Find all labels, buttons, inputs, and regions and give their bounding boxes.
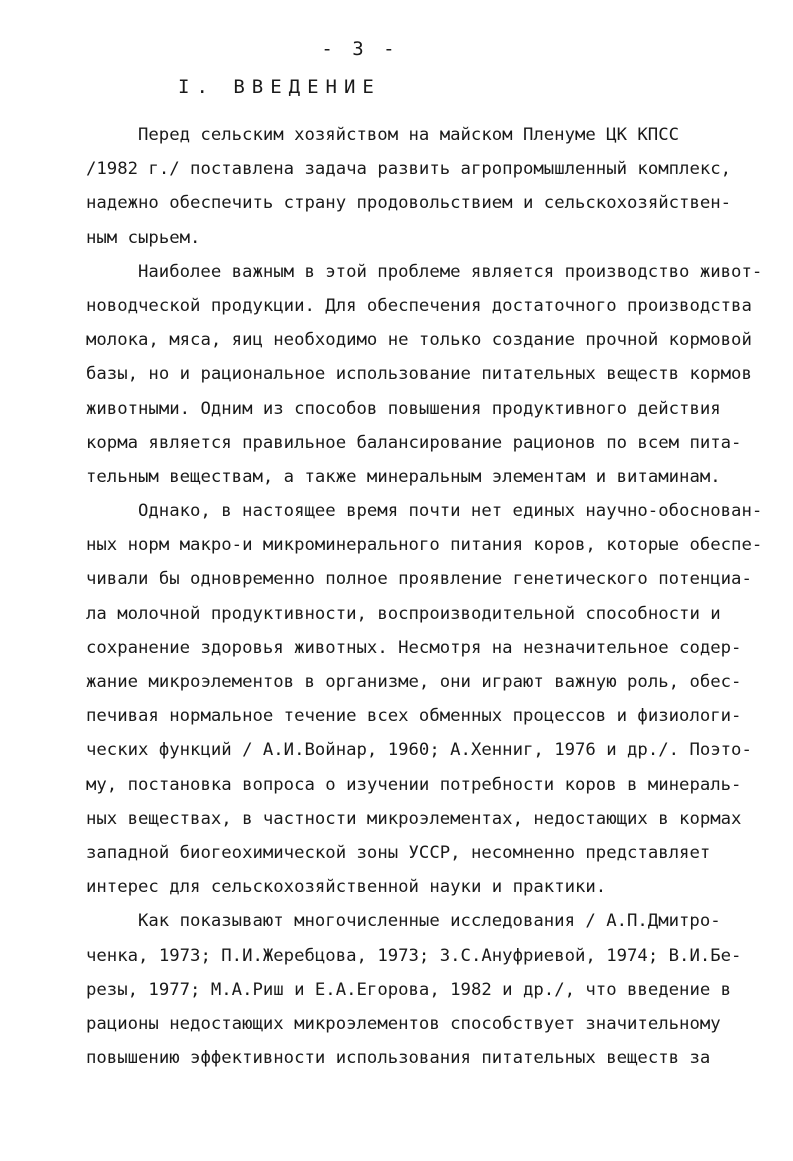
- paragraph-2-line: тельным веществам, а также минеральным элементам и витаминам.: [86, 466, 721, 487]
- paragraph-2-line: базы, но и рациональное использование питательных веществ кормов: [86, 364, 752, 385]
- paragraph-1-line: ным сырьем.: [86, 227, 201, 248]
- paragraph-4-line: ченка, 1973; П.И.Жеребцова, 1973; З.С.Ануфриевой, 1974; В.И.Бе-: [86, 945, 742, 966]
- paragraph-3-line: сохранение здоровья животных. Несмотря на незначительное содер-: [86, 637, 742, 658]
- section-heading: I. ВВЕДЕНИЕ: [178, 76, 381, 98]
- paragraph-3-line: ла молочной продуктивности, воспроизводительной способности и: [86, 603, 721, 624]
- paragraph-1-line: надежно обеспечить страну продовольствием и сельскохозяйствен-: [86, 193, 732, 214]
- paragraph-3-line: ческих функций / А.И.Войнар, 1960; А.Хенниг, 1976 и др./. Поэто-: [86, 740, 752, 761]
- paragraph-3-line: му, постановка вопроса о изучении потребности коров в минераль-: [86, 774, 742, 795]
- paragraph-3-line: чивали бы одновременно полное проявление генетического потенциа-: [86, 569, 752, 590]
- paragraph-4-line: повышению эффективности использования питательных веществ за: [86, 1048, 711, 1069]
- paragraph-3-line: печивая нормальное течение всех обменных процессов и физиологи-: [86, 706, 742, 727]
- paragraph-2-line: новодческой продукции. Для обеспечения достаточного производства: [86, 295, 752, 316]
- paragraph-2-line: Наиболее важным в этой проблеме является производство живот-: [138, 261, 763, 282]
- paragraph-1-line: Перед сельским хозяйством на майском Пленуме ЦК КПСС: [138, 125, 680, 145]
- paragraph-4-line: рационы недостающих микроэлементов способствует значительному: [86, 1013, 721, 1034]
- paragraph-4-line: Как показывают многочисленные исследования / А.П.Дмитро-: [138, 911, 721, 932]
- paragraph-2-line: корма является правильное балансирование рационов по всем пита-: [86, 432, 742, 453]
- paragraph-4-line: резы, 1977; М.А.Риш и Е.А.Егорова, 1982 и др./, что введение в: [86, 979, 732, 1000]
- paragraph-3-line: Однако, в настоящее время почти нет единых научно-обоснован-: [138, 501, 763, 522]
- page-number: - 3 -: [321, 38, 399, 60]
- paragraph-2-line: молока, мяса, яиц необходимо не только создание прочной кормовой: [86, 330, 752, 351]
- body-text: [86, 118, 766, 1075]
- paragraph-3-line: ных норм макро-и микроминерального питания коров, которые обеспе-: [86, 535, 763, 556]
- paragraph-1-line: /1982 г./ поставлена задача развить агропромышленный комплекс,: [86, 159, 732, 180]
- paragraph-3-line: ных веществах, в частности микроэлементах, недостающих в кормах: [86, 808, 742, 829]
- paragraph-3-line: жание микроэлементов в организме, они играют важную роль, обес-: [86, 672, 742, 692]
- paragraph-3-line: западной биогеохимической зоны УССР, несомненно представляет: [86, 842, 711, 863]
- paragraph-2-line: животными. Одним из способов повышения продуктивного действия: [86, 398, 721, 419]
- paragraph-3-line: интерес для сельскохозяйственной науки и практики.: [86, 877, 607, 898]
